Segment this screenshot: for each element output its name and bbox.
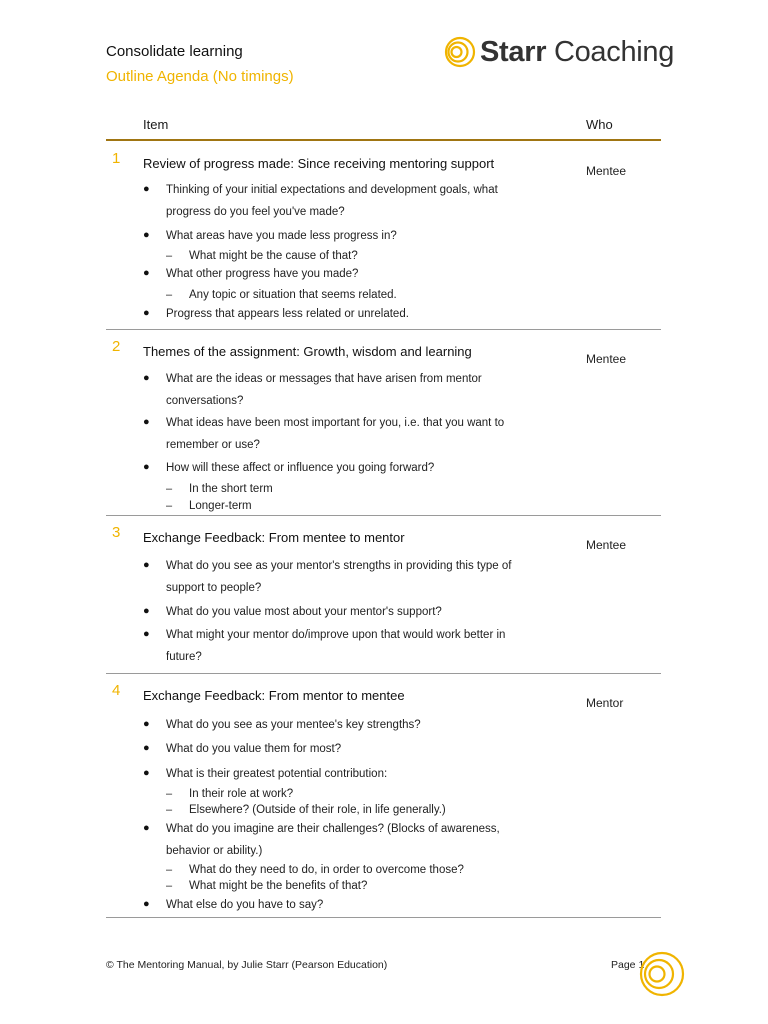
list-item: What else do you have to say?	[166, 899, 324, 911]
list-item: What areas have you made less progress in?	[166, 230, 397, 242]
section-title: Themes of the assignment: Growth, wisdom and learning	[143, 344, 472, 359]
list-item: How will these affect or influence you going forward?	[166, 462, 435, 474]
bullet-icon: ●	[143, 605, 150, 617]
list-item-continued: conversations?	[166, 395, 244, 407]
sub-list-item: Any topic or situation that seems related.	[189, 289, 397, 301]
list-item: What do you see as your mentee's key strengths?	[166, 719, 421, 731]
list-item: What do you imagine are their challenges? (Blocks of awareness,	[166, 823, 500, 835]
column-header-who: Who	[586, 117, 613, 132]
section-title: Review of progress made: Since receiving mentoring support	[143, 156, 495, 171]
section-number: 2	[112, 338, 121, 355]
list-item-continued: progress do you feel you've made?	[166, 206, 345, 218]
dash-icon: –	[166, 289, 173, 301]
section-number: 3	[112, 524, 121, 541]
section-who: Mentee	[586, 538, 627, 552]
section-title: Exchange Feedback: From mentor to mentee	[143, 688, 405, 703]
starr-rings-icon	[444, 36, 476, 68]
column-header-item: Item	[143, 117, 169, 132]
section-who: Mentee	[586, 352, 627, 366]
dash-icon: –	[166, 500, 173, 512]
sub-list-item: Longer-term	[189, 500, 252, 512]
list-item-continued: behavior or ability.)	[166, 845, 263, 857]
list-item: Thinking of your initial expectations and development goals, what	[166, 184, 498, 196]
section-number: 4	[112, 682, 121, 699]
bullet-icon: ●	[143, 898, 150, 910]
document-subtitle: Outline Agenda (No timings)	[106, 68, 294, 85]
list-item: What other progress have you made?	[166, 268, 359, 280]
bullet-icon: ●	[143, 461, 150, 473]
starr-rings-footer-icon	[638, 950, 686, 998]
section-divider	[106, 515, 661, 516]
section-who: Mentee	[586, 164, 627, 178]
dash-icon: –	[166, 864, 173, 876]
agenda-section-4	[106, 682, 661, 918]
agenda-section-2	[106, 338, 661, 516]
list-item: Progress that appears less related or unrelated.	[166, 308, 409, 320]
bullet-icon: ●	[143, 229, 150, 241]
bullet-icon: ●	[143, 822, 150, 834]
agenda-section-3	[106, 524, 661, 674]
logo-wordmark: Starr Coaching	[480, 35, 675, 68]
dash-icon: –	[166, 788, 173, 800]
sub-list-item: In their role at work?	[189, 788, 294, 800]
page-number: Page 1	[611, 959, 645, 971]
section-who: Mentor	[586, 696, 624, 710]
agenda-section-1	[106, 150, 661, 330]
bullet-icon: ●	[143, 742, 150, 754]
dash-icon: –	[166, 804, 173, 816]
bullet-icon: ●	[143, 267, 150, 279]
header-divider	[106, 139, 661, 141]
bullet-icon: ●	[143, 718, 150, 730]
list-item: What are the ideas or messages that have arisen from mentor	[166, 373, 482, 385]
bullet-icon: ●	[143, 628, 150, 640]
list-item: What do you value most about your mentor's support?	[166, 606, 442, 618]
list-item: What do you see as your mentor's strengths in providing this type of	[166, 560, 512, 572]
list-item: What might your mentor do/improve upon that would work better in	[166, 629, 506, 641]
list-item-continued: future?	[166, 651, 202, 663]
bullet-icon: ●	[143, 767, 150, 779]
list-item: What do you value them for most?	[166, 743, 342, 755]
starr-coaching-logo	[444, 32, 674, 72]
bullet-icon: ●	[143, 183, 150, 195]
section-divider	[106, 917, 661, 918]
sub-list-item: Elsewhere? (Outside of their role, in life generally.)	[189, 804, 446, 816]
section-number: 1	[112, 150, 121, 167]
dash-icon: –	[166, 880, 173, 892]
sub-list-item: What might be the cause of that?	[189, 250, 358, 262]
section-title: Exchange Feedback: From mentee to mentor	[143, 530, 405, 545]
section-divider	[106, 673, 661, 674]
bullet-icon: ●	[143, 307, 150, 319]
list-item: What is their greatest potential contribution:	[166, 768, 388, 780]
document-title: Consolidate learning	[106, 43, 243, 60]
dash-icon: –	[166, 483, 173, 495]
footer-copyright: © The Mentoring Manual, by Julie Starr (Pearson Education)	[106, 959, 388, 971]
list-item: What ideas have been most important for you, i.e. that you want to	[166, 417, 505, 429]
list-item-continued: support to people?	[166, 582, 262, 594]
sub-list-item: What might be the benefits of that?	[189, 880, 368, 892]
sub-list-item: In the short term	[189, 483, 273, 495]
section-divider	[106, 329, 661, 330]
bullet-icon: ●	[143, 559, 150, 571]
dash-icon: –	[166, 250, 173, 262]
bullet-icon: ●	[143, 416, 150, 428]
list-item-continued: remember or use?	[166, 439, 260, 451]
sub-list-item: What do they need to do, in order to overcome those?	[189, 864, 464, 876]
bullet-icon: ●	[143, 372, 150, 384]
